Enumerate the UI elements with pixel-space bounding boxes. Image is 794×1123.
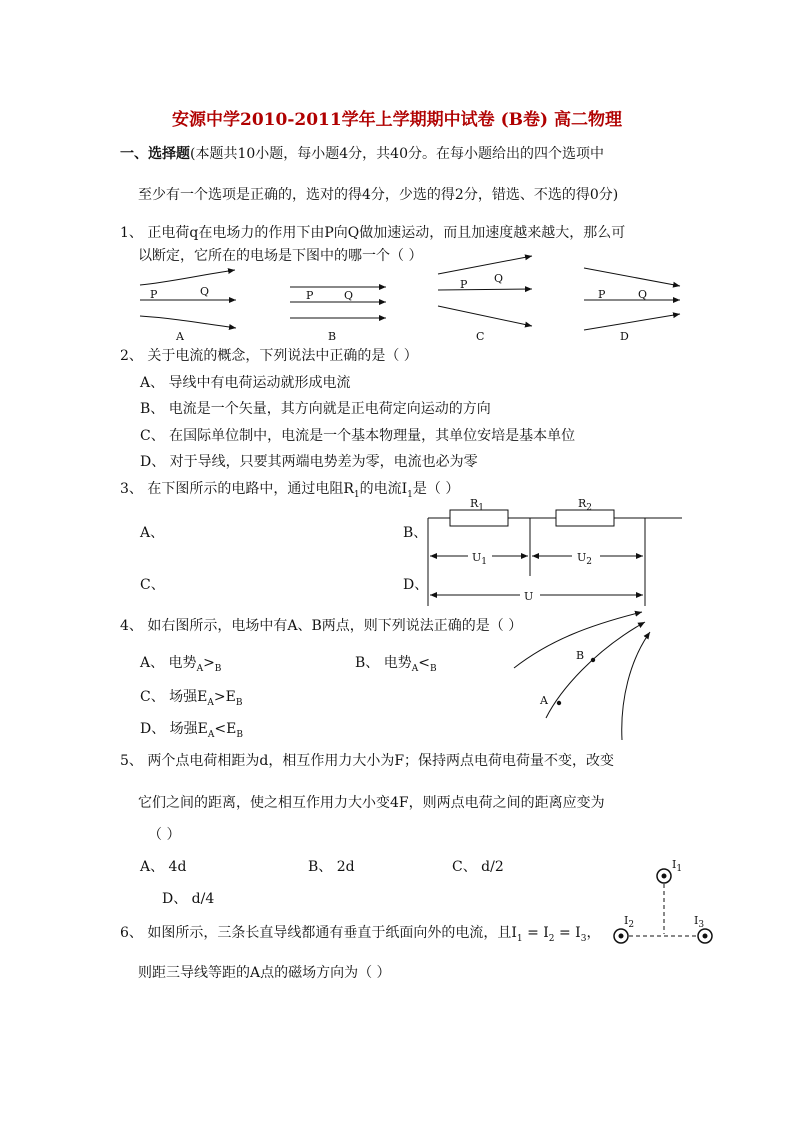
q4-option-c: C、 场强$E_A>E_B$ <box>140 689 243 708</box>
label-r1: $R_1$ <box>470 497 485 513</box>
q1-b-label: B <box>328 330 337 343</box>
section-heading: 一、选择题 <box>120 146 190 162</box>
q4-option-a: A、 电势$_A>_B$ <box>140 655 222 674</box>
q3-option-b: B、 <box>403 525 428 541</box>
q2-option-b: B、 电流是一个矢量，其方向就是正电荷定向运动的方向 <box>140 401 491 417</box>
q3-option-d: D、 <box>403 577 429 593</box>
q1-b-label-q: Q <box>344 289 354 302</box>
q1-c-label: C <box>476 330 485 343</box>
q4-option-d: D、 场强$E_A<E_B$ <box>140 721 243 740</box>
q3-option-c: C、 <box>140 577 165 593</box>
label-a: A <box>540 694 548 707</box>
q5-option-c: C、 d/2 <box>452 859 504 875</box>
q1-c-label-p: P <box>460 278 468 291</box>
q4-option-b: B、 电势$_A<_B$ <box>355 655 437 674</box>
q1-a-label: A <box>176 330 184 343</box>
section-intro-2: 至少有一个选项是正确的，选对的得4分，少选的得2分，错选、不选的得0分) <box>138 187 619 203</box>
q3-stem: 3、 在下图所示的电路中，通过电阻$R_1$的电流$I_1$是（ ） <box>120 481 460 500</box>
q1-d-label: D <box>620 330 629 343</box>
q5-line-1: 5、 两个点电荷相距为d，相互作用力大小为F；保持两点电荷电荷量不变，改变 <box>120 753 615 769</box>
q1-line-1: 1、 正电荷q在电场力的作用下由P向Q做加速运动，而且加速度越来越大，那么可 <box>120 225 626 241</box>
q1-a-label-q: Q <box>200 285 210 298</box>
label-u: U <box>524 590 534 603</box>
q6-line-2: 则距三导线等距的A点的磁场方向为（ ） <box>138 965 391 981</box>
wire-i3 <box>694 914 712 943</box>
q2-stem: 2、 关于电流的概念，下列说法中正确的是（ ） <box>120 348 418 364</box>
label-r2: $R_2$ <box>578 497 593 513</box>
exam-title: 安源中学2010-2011学年上学期期中试卷 (B卷) 高二物理 <box>172 110 622 130</box>
svg-text:I2: $I_2$ <box>624 914 635 930</box>
svg-text:I3: $I_3$ <box>694 914 705 930</box>
q1-d-label-q: Q <box>638 288 648 301</box>
q5-option-b: B、 2d <box>308 859 355 875</box>
wire-i1 <box>657 858 682 883</box>
wire-i2 <box>614 914 634 943</box>
q2-option-c: C、 在国际单位制中，电流是一个基本物理量，其单位安培是基本单位 <box>140 428 576 444</box>
label-u1: $U_1$ <box>472 551 488 567</box>
q5-line-3: （ ） <box>148 827 181 843</box>
q5-option-a: A、 4d <box>140 859 187 875</box>
label-u2: $U_2$ <box>577 551 593 567</box>
q5-option-d: D、 d/4 <box>162 891 215 907</box>
q1-c-label-q: Q <box>494 272 504 285</box>
label-b: B <box>576 649 585 662</box>
q2-option-a: A、 导线中有电荷运动就形成电流 <box>140 375 351 391</box>
q5-line-2: 它们之间的距离，使之相互作用力大小变4F，则两点电荷之间的距离应变为 <box>138 795 605 811</box>
q2-option-d: D、 对于导线，只要其两端电势差为零，电流也必为零 <box>140 454 478 470</box>
q4-stem: 4、 如右图所示，电场中有A、B两点，则下列说法正确的是（ ） <box>120 618 523 634</box>
q1-a-label-p: P <box>150 288 158 301</box>
q1-b-label-p: P <box>306 289 314 302</box>
section-intro-1: (本题共10小题，每小题4分，共40分。在每小题给出的四个选项中 <box>190 146 604 162</box>
q3-option-a: A、 <box>140 525 165 541</box>
q6-line-1: 6、 如图所示，三条长直导线都通有垂直于纸面向外的电流，且$I_1 = I_2 = I_3$， <box>120 925 601 944</box>
q1-d-label-p: P <box>598 288 606 301</box>
svg-text:I1: $I_1$ <box>672 858 683 874</box>
q1-line-2: 以断定，它所在的电场是下图中的哪一个（ ） <box>138 248 423 264</box>
